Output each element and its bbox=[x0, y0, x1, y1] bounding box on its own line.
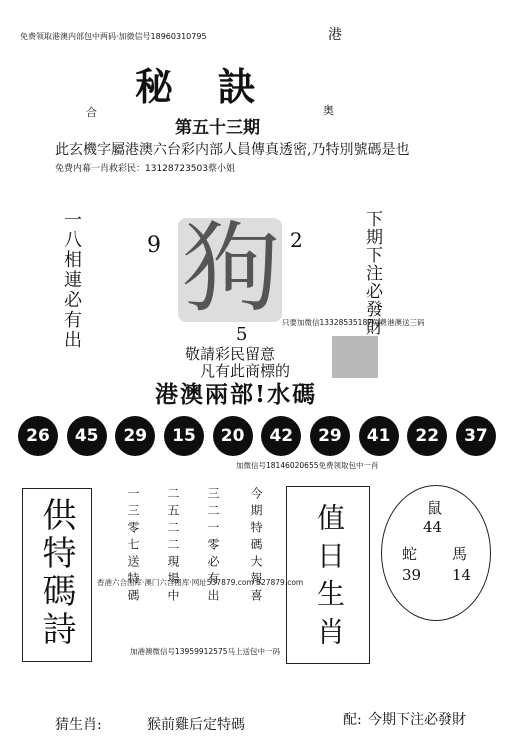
after-balls-note: 加微信号18146020655免费领取包中一肖 bbox=[236, 461, 379, 470]
corner-char: 港 bbox=[328, 27, 342, 43]
poem-title: 供特碼詩 bbox=[36, 497, 76, 649]
ball: 22 bbox=[407, 416, 447, 456]
top-contact-note: 免费领取港澳内部包中两码·加微信号18960310795 bbox=[20, 32, 207, 41]
ball: 41 bbox=[359, 416, 399, 456]
page-title: 秘 訣 bbox=[135, 64, 262, 109]
stamp-graphic bbox=[332, 336, 378, 378]
notice-line-1: 敬請彩民留意 bbox=[185, 345, 276, 363]
bottom-note: 加港澳微信号13959912575马上送包中一码 bbox=[130, 647, 280, 656]
poem-column-3: 二五二二現場中 bbox=[166, 487, 180, 606]
poem-column-2: 三二一零必有出 bbox=[206, 487, 220, 606]
dog-character: 狗 bbox=[182, 212, 281, 326]
right-vertical-text: 下期下注必發財 bbox=[362, 210, 382, 336]
ball: 20 bbox=[213, 416, 253, 456]
footer-left-label: 猜生肖: bbox=[55, 717, 102, 733]
notice-line-2: 凡有此商標的 bbox=[200, 362, 291, 380]
banner-text: 港澳兩部!水碼 bbox=[155, 381, 318, 408]
ball: 42 bbox=[261, 416, 301, 456]
left-vertical-text: 一八相連必有出 bbox=[61, 210, 82, 350]
issue-number: 第五十三期 bbox=[175, 118, 260, 138]
overlay-note: 香港六合图库·澳门六合图库·网址537879.com 527879.com bbox=[97, 578, 304, 587]
wechat-note: 只要加微信13328535187免费港澳送三码 bbox=[282, 318, 425, 327]
ball: 15 bbox=[164, 416, 204, 456]
number-top-left: 9 bbox=[147, 233, 161, 258]
ball: 29 bbox=[310, 416, 350, 456]
ball: 26 bbox=[18, 416, 58, 456]
number-bottom: 5 bbox=[236, 324, 248, 345]
circle-right-char: 馬 bbox=[452, 545, 468, 563]
circle-left-char: 蛇 bbox=[402, 545, 418, 563]
zodiac-title-box bbox=[286, 486, 370, 664]
circle-number-3: 14 bbox=[452, 566, 472, 584]
number-balls bbox=[18, 416, 496, 460]
circle-number-1: 44 bbox=[423, 518, 443, 536]
poem-column-1: 今期特碼大報喜 bbox=[249, 487, 263, 606]
circle-number-2: 39 bbox=[402, 566, 422, 584]
footer-left-answer: 猴前雞后定特碼 bbox=[147, 717, 245, 733]
ball: 45 bbox=[67, 416, 107, 456]
circle-top-char: 鼠 bbox=[427, 499, 443, 517]
ball: 29 bbox=[115, 416, 155, 456]
intro-line: 此玄機字屬港澳六台彩内部人員傳真透密,乃特別號碼是也 bbox=[55, 142, 410, 158]
zodiac-title: 值日生肖 bbox=[313, 503, 346, 655]
poem-title-box bbox=[22, 488, 92, 662]
right-mark: 奥 bbox=[323, 104, 334, 117]
left-mark: 合 bbox=[86, 106, 97, 119]
number-top-right: 2 bbox=[290, 228, 303, 252]
poem-column-4: 一三零七送特碼 bbox=[126, 487, 140, 606]
footer-right-answer: 今期下注必發財 bbox=[368, 712, 466, 728]
contact-line: 免费内幕一肖救彩民：13128723503蔡小姐 bbox=[55, 164, 235, 174]
footer-right-label: 配: bbox=[343, 712, 362, 728]
ball: 37 bbox=[456, 416, 496, 456]
